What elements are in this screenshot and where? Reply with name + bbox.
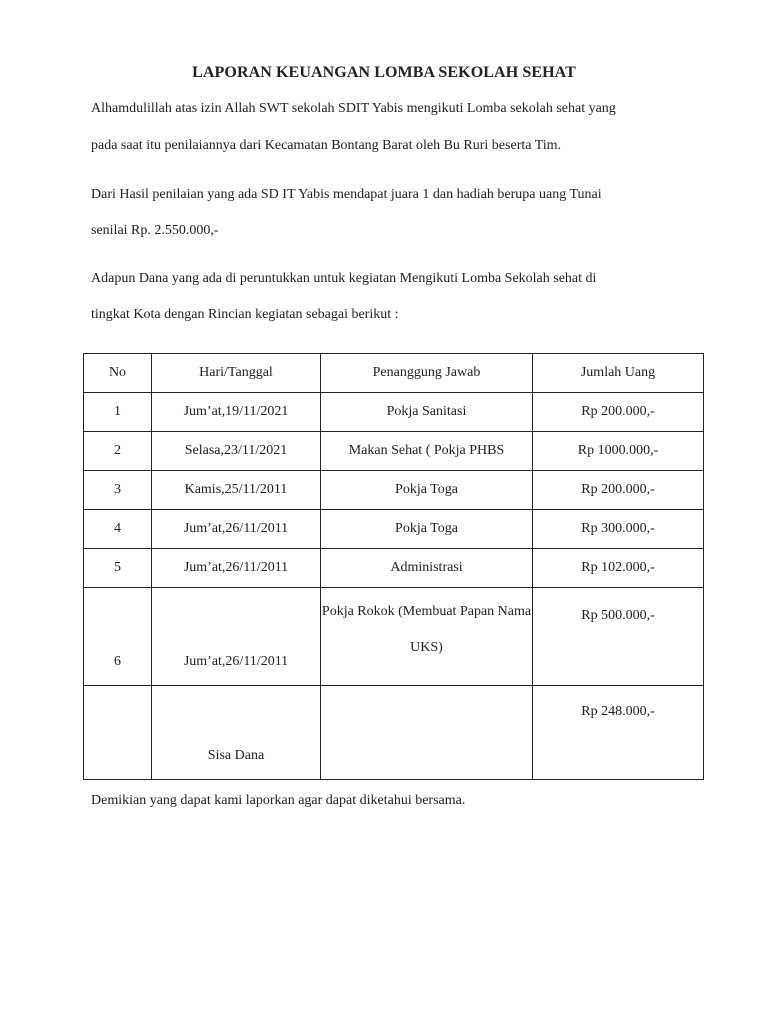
cell-no: 4 [84, 510, 152, 549]
cell-amount: Rp 200.000,- [533, 471, 704, 510]
cell-date: Selasa,23/11/2021 [152, 432, 321, 471]
table-row [84, 588, 704, 686]
cell-date: Jum’at,26/11/2011 [152, 549, 321, 588]
cell-date: Jum’at,26/11/2011 [152, 588, 321, 686]
table-row [84, 510, 704, 549]
cell-no: 6 [84, 588, 152, 686]
cell-person: Pokja Toga [321, 471, 533, 510]
paragraph-intro-line-1: Alhamdulillah atas izin Allah SWT sekolah SDIT Yabis mengikuti Lomba sekolah sehat yang [91, 101, 616, 116]
cell-date: Kamis,25/11/2011 [152, 471, 321, 510]
cell-person: Makan Sehat ( Pokja PHBS [321, 432, 533, 471]
cell-person: Pokja Toga [321, 510, 533, 549]
paragraph-intro-line-2: pada saat itu penilaiannya dari Kecamatan Bontang Barat oleh Bu Ruri beserta Tim. [91, 138, 562, 153]
header-date: Hari/Tanggal [152, 354, 321, 393]
cell-no: 2 [84, 432, 152, 471]
cell-person: Administrasi [321, 549, 533, 588]
cell-amount: Rp 1000.000,- [533, 432, 704, 471]
cell-person-empty [321, 686, 533, 780]
cell-amount: Rp 102.000,- [533, 549, 704, 588]
header-no: No [84, 354, 152, 393]
cell-no-empty [84, 686, 152, 780]
header-person-in-charge: Penanggung Jawab [321, 354, 533, 393]
cell-date: Jum’at,19/11/2021 [152, 393, 321, 432]
table-row [84, 471, 704, 510]
table-row [84, 432, 704, 471]
cell-no: 3 [84, 471, 152, 510]
paragraph-allocation-line-1: Adapun Dana yang ada di peruntukkan untuk kegiatan Mengikuti Lomba Sekolah sehat di [91, 271, 597, 286]
cell-no: 1 [84, 393, 152, 432]
table-header-row [84, 354, 704, 393]
cell-date: Jum’at,26/11/2011 [152, 510, 321, 549]
cell-amount: Rp 300.000,- [533, 510, 704, 549]
closing-statement: Demikian yang dapat kami laporkan agar dapat diketahui bersama. [91, 793, 466, 808]
cell-amount: Rp 500.000,- [533, 588, 704, 686]
remaining-funds-row [84, 686, 704, 780]
cell-person: Pokja Sanitasi [321, 393, 533, 432]
table-row [84, 549, 704, 588]
expense-table [83, 353, 704, 780]
header-amount: Jumlah Uang [533, 354, 704, 393]
paragraph-prize-line-2: senilai Rp. 2.550.000,- [91, 223, 219, 238]
table-row [84, 393, 704, 432]
cell-amount: Rp 200.000,- [533, 393, 704, 432]
paragraph-allocation-line-2: tingkat Kota dengan Rincian kegiatan sebagai berikut : [91, 307, 399, 322]
remaining-funds-label: Sisa Dana [152, 686, 321, 780]
document-title: LAPORAN KEUANGAN LOMBA SEKOLAH SEHAT [192, 64, 576, 81]
cell-no: 5 [84, 549, 152, 588]
paragraph-prize-line-1: Dari Hasil penilaian yang ada SD IT Yabis mendapat juara 1 dan hadiah berupa uang Tunai [91, 187, 602, 202]
remaining-funds-amount: Rp 248.000,- [533, 686, 704, 780]
cell-person: Pokja Rokok (Membuat Papan Nama UKS) [321, 588, 533, 686]
